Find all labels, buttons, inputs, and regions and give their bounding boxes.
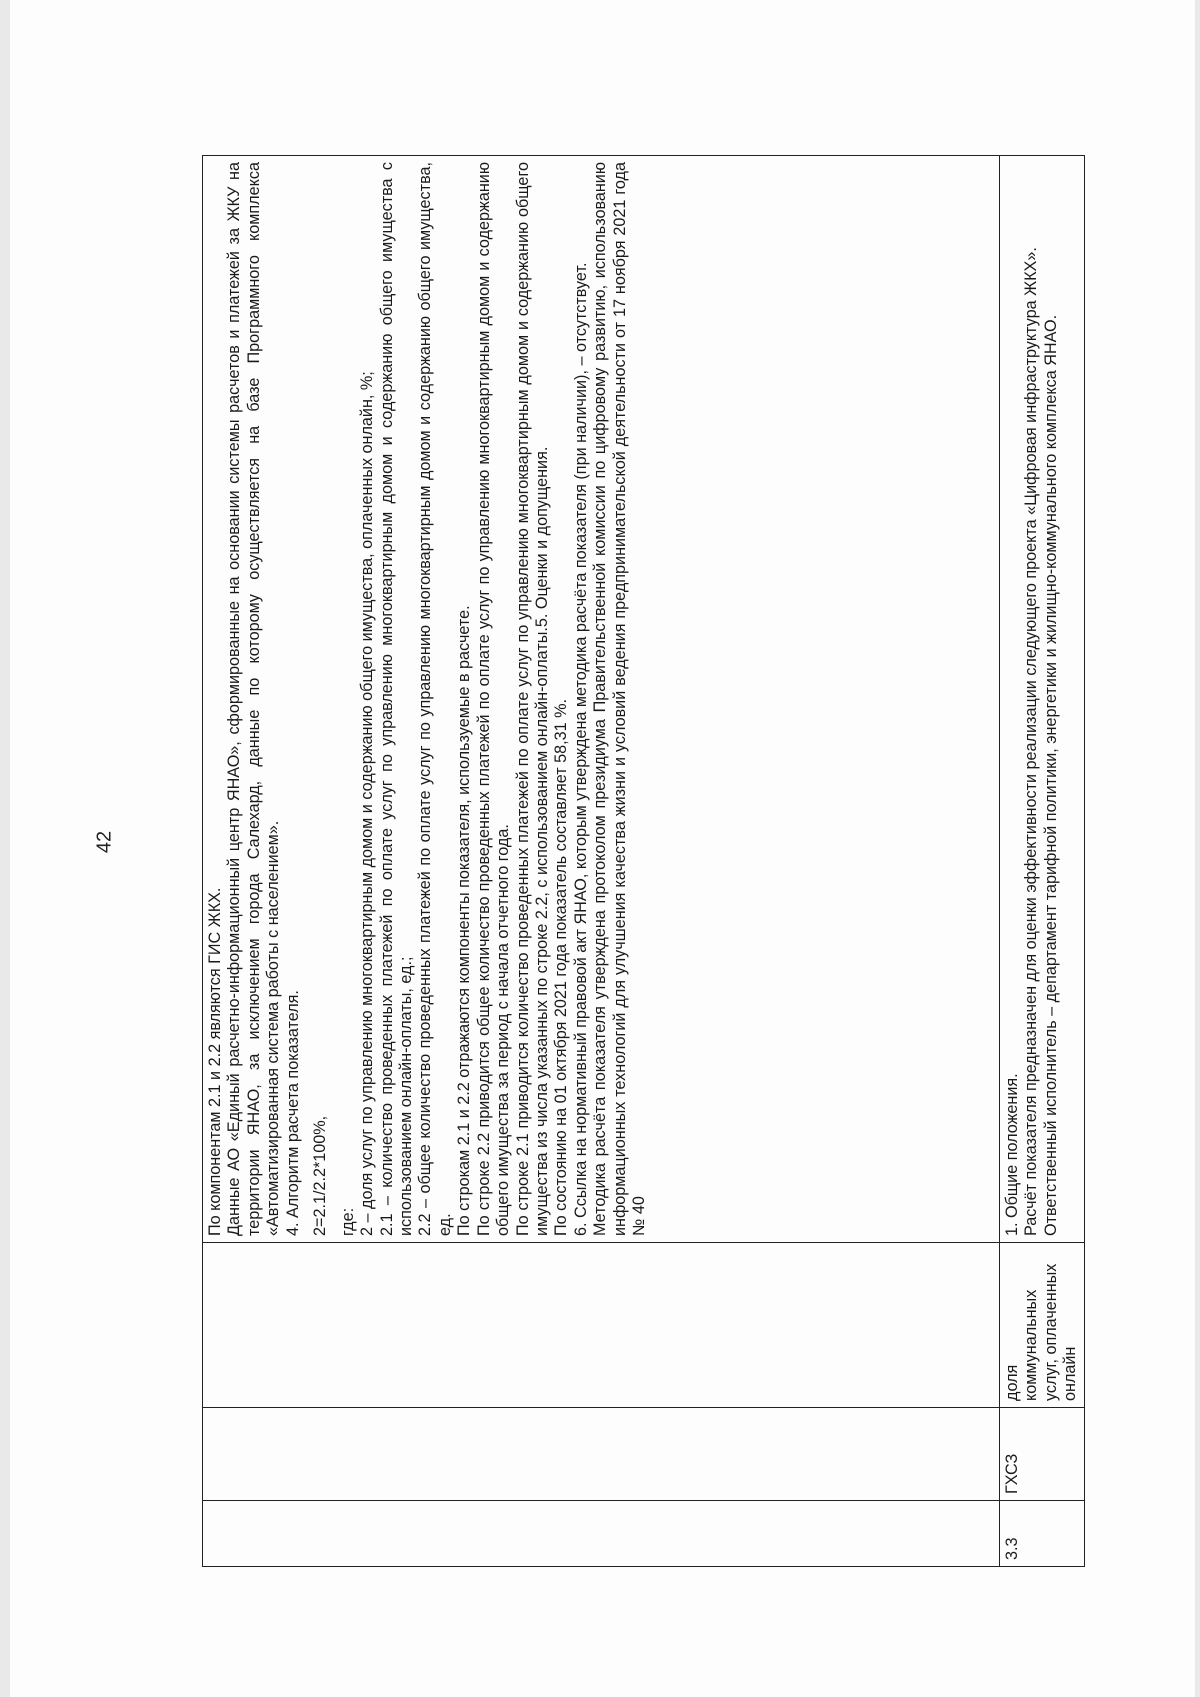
paragraph: Расчёт показателя предназначен для оценки эффективности реализации следующего проекта «Цифровая инфраструктура ЖКХ».	[1022, 247, 1041, 1236]
indicator-table	[202, 155, 1085, 1567]
cell-code	[203, 1408, 1000, 1501]
paragraph: Данные АО «Единый расчетно-информационный центр ЯНАО», сформированные на основании системы расчетов и платежей за ЖКУ на территории ЯНАО, за исключением города Салехард, данные по которому осуществляется на базе Программного комплекса «Автоматизированная система работы с населением».	[225, 162, 283, 1236]
paragraph: По компонентам 2.1 и 2.2 являются ГИС ЖКХ.	[206, 887, 224, 1236]
formula: 2=2.1/2.2*100%,	[311, 1115, 330, 1236]
paragraph: 1. Общие положения.	[1003, 1073, 1021, 1236]
paragraph: По строке 2.2 приводится общее количество проведенных платежей по оплате услуг по управлению многоквартирным домом и содержанию общего имущества за период с начала отчетного года.	[474, 162, 513, 1236]
cell-number: 3.3	[1000, 1501, 1085, 1567]
paragraph: Методика расчёта показателя утверждена протоколом президиума Правительственной комиссии по цифровому развитию, использованию информационных технологий для улучшения качества жизни и условий ведения предпринимательской деятельности от 17 ноября 2021 года № 40	[591, 162, 649, 1236]
cell-methodology	[203, 156, 1000, 1243]
cell-code: ГХСЗ	[1000, 1408, 1085, 1501]
paragraph: где:	[338, 1207, 357, 1236]
paragraph: 2.2 – общее количество проведенных платежей по оплате услуг по управлению многоквартирным домом и содержанию общего имущества, ед.	[416, 162, 454, 1236]
table-row	[1000, 156, 1085, 1567]
paragraph: По состоянию на 01 октября 2021 года показатель составляет 58,31 %.	[552, 698, 571, 1236]
paragraph: Ответственный исполнитель – департамент тарифной политики, энергетики и жилищно-коммунального комплекса ЯНАО.	[1041, 314, 1060, 1236]
cell-methodology	[1000, 156, 1085, 1243]
cell-indicator-name	[203, 1243, 1000, 1408]
paragraph: По строкам 2.1 и 2.2 отражаются компоненты показателя, используемые в расчете.	[455, 605, 474, 1236]
cell-indicator-name: доля коммунальных услуг, оплаченных онлайн	[1000, 1243, 1085, 1408]
page-number: 42	[93, 830, 116, 854]
table-row	[203, 156, 1000, 1567]
paragraph: 4. Алгоритм расчета показателя.	[283, 990, 302, 1236]
paragraph: 6. Ссылка на нормативный правовой акт ЯНАО, которым утверждена методика расчёта показателя (при наличии), – отсутствует.	[571, 262, 590, 1236]
document-page	[10, 0, 1195, 1697]
cell-number	[203, 1501, 1000, 1567]
paragraph: 2 – доля услуг по управлению многоквартирным домом и содержанию общего имущества, оплаченных онлайн, %;	[358, 371, 377, 1236]
paragraph: По строке 2.1 приводится количество проведенных платежей по оплате услуг по управлению многоквартирным домом и содержанию общего имущества из числа указанных по строке 2.2, с использованием онлайн-оплаты.5. Оценки и допущения.	[513, 162, 551, 1236]
indicator-table-rotated	[202, 156, 1080, 1567]
paragraph: 2.1 – количество проведенных платежей по оплате услуг по управлению многоквартирным домом и содержанию общего имущества с использованием онлайн-оплаты, ед.;	[377, 162, 415, 1236]
